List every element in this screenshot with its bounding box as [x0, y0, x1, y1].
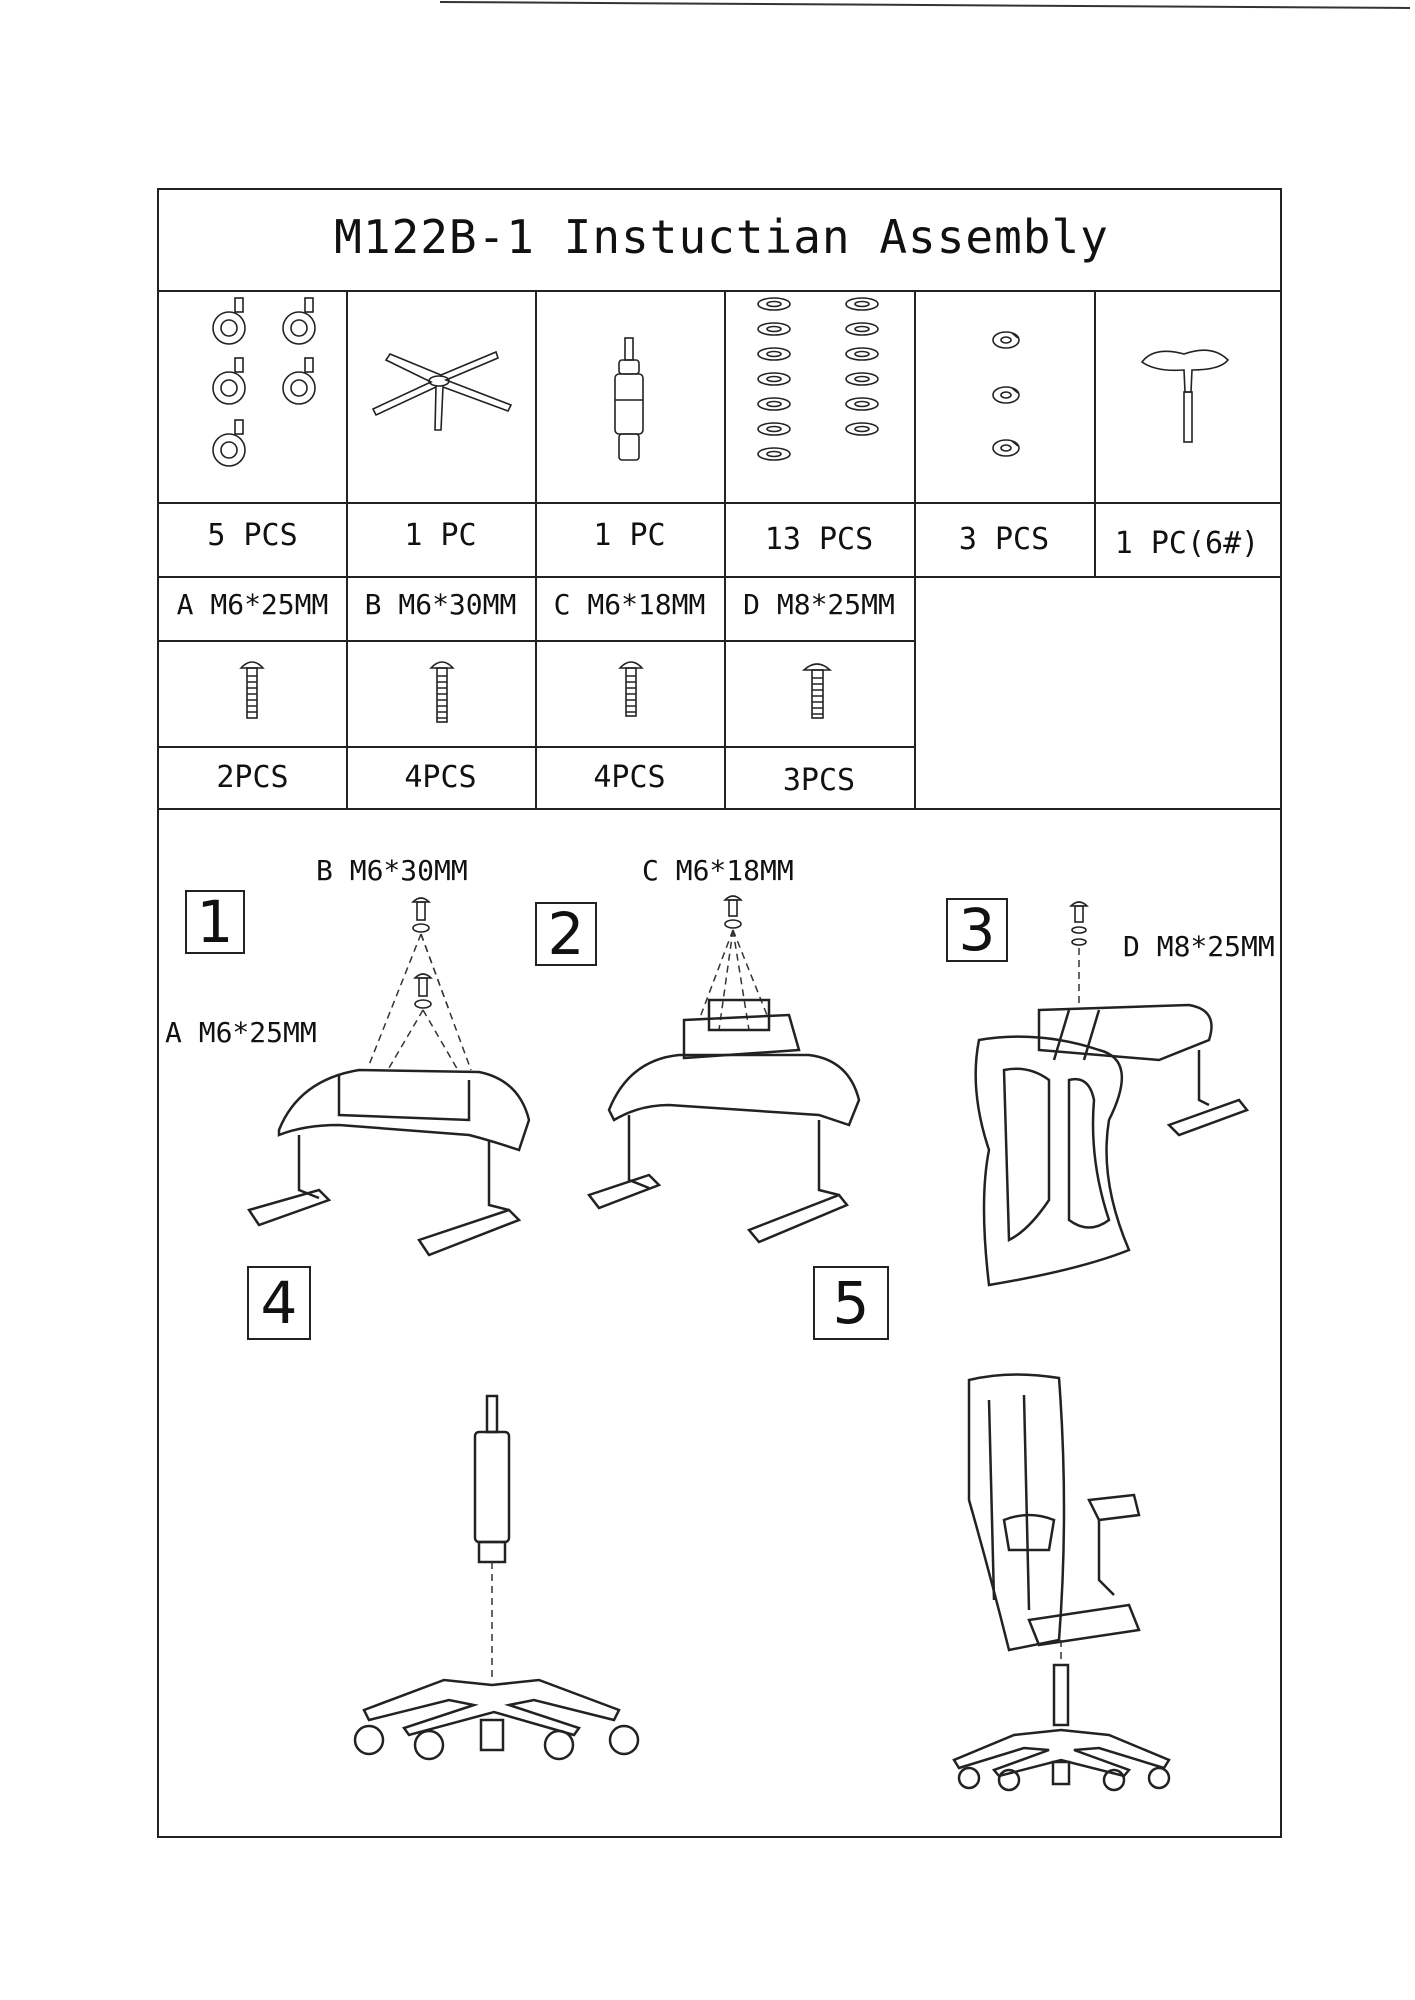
page-top-edge [0, 0, 1415, 20]
screw-b-qty: 4PCS [404, 760, 477, 795]
backrest-mount-illustration [959, 900, 1269, 1320]
spring-washer-icon [914, 290, 1094, 502]
five-star-base-icon [346, 290, 535, 502]
washer-icon [724, 290, 914, 502]
mechanism-mount-illustration [589, 890, 889, 1250]
completed-chair-illustration [949, 1370, 1229, 1800]
step-1-number: 1 [185, 890, 245, 954]
screw-a-qty: 2PCS [216, 760, 289, 795]
step-1-label-a: A M6*25MM [165, 1016, 317, 1049]
gas-lift-qty: 1 PC [593, 518, 666, 553]
casters-qty: 5 PCS [207, 518, 298, 553]
screw-b-label: B M6*30MM [364, 588, 517, 621]
gas-cylinder-icon [535, 290, 724, 502]
screw-d-qty: 3PCS [782, 763, 856, 798]
instruction-sheet [157, 188, 1282, 1838]
step-2-label-c: C M6*18MM [642, 854, 794, 887]
caster-wheel-icon [159, 290, 346, 502]
step-1-label-b: B M6*30MM [316, 854, 468, 887]
screw-icon [346, 640, 535, 746]
screw-icon [535, 640, 724, 746]
hex-key-icon [1094, 290, 1280, 502]
page-title: M122B-1 Instuctian Assembly [334, 210, 1109, 264]
spring-washers-qty: 3 PCS [958, 522, 1050, 557]
screw-icon [159, 640, 346, 746]
step-2-number: 2 [535, 902, 597, 966]
hex-key-qty: 1 PC(6#) [1114, 526, 1260, 561]
step-3-number: 3 [946, 898, 1008, 962]
screw-a-label: A M6*25MM [176, 588, 329, 621]
screw-icon [724, 640, 914, 746]
screw-d-label: D M8*25MM [743, 588, 895, 621]
washers-qty: 13 PCS [764, 522, 874, 557]
step-4-number: 4 [247, 1266, 311, 1340]
base-qty: 1 PC [404, 518, 477, 553]
gas-lift-into-base-illustration [279, 1390, 699, 1770]
screw-c-label: C M6*18MM [553, 588, 706, 621]
step-5-number: 5 [813, 1266, 889, 1340]
screw-c-qty: 4PCS [593, 760, 666, 795]
seat-frame-screws-illustration [219, 890, 559, 1260]
step-3-label-d: D M8*25MM [1123, 930, 1275, 963]
